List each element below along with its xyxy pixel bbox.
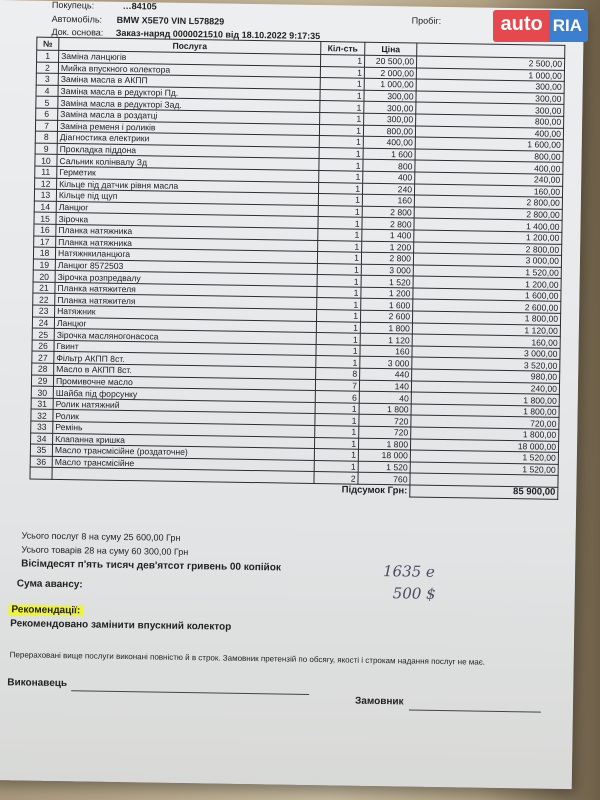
row-qty: 1 — [317, 263, 361, 275]
col-price-header: Ціна — [365, 42, 417, 56]
row-sum: 980,00 — [412, 369, 560, 383]
total-value: 85 900,00 — [410, 485, 558, 499]
row-qty: 8 — [316, 368, 360, 380]
row-price: 1 600 — [361, 299, 413, 311]
row-sum: 160,00 — [414, 184, 562, 198]
handwritten-note-2: 500 $ — [392, 584, 436, 603]
row-number: 17 — [34, 236, 56, 248]
row-price: 1 800 — [358, 438, 410, 450]
handwritten-note-1: 1635 е — [382, 562, 436, 581]
row-number: 25 — [32, 328, 54, 340]
row-number: 1 — [37, 50, 59, 62]
disclaimer-text: Перераховані вище послуги виконані повністю й в строк. Замовник претензій по обсягу, якості і строкам надання послуг не має. — [9, 650, 486, 667]
car-value: BMW X5E70 VIN L578829 — [116, 14, 225, 27]
row-qty: 6 — [315, 391, 359, 403]
row-number: 34 — [31, 433, 53, 445]
row-price: 1 000,00 — [364, 78, 416, 90]
row-qty: 1 — [318, 240, 362, 252]
car-label: Автомобіль: — [51, 13, 103, 25]
row-qty: 1 — [317, 275, 361, 287]
row-sum: 2 800,00 — [414, 207, 562, 221]
row-number: 32 — [31, 409, 53, 421]
services-summary: Усього послуг 8 на суму 25 600,00 Грн — [21, 530, 181, 543]
row-number: 29 — [31, 375, 53, 387]
row-qty: 1 — [318, 194, 362, 206]
car-row — [52, 14, 225, 27]
row-qty: 1 — [316, 333, 360, 345]
services-table — [29, 37, 565, 500]
row-service: Шайба під форсунку — [53, 387, 315, 403]
autoria-watermark-logo — [493, 10, 589, 42]
row-sum: 1 520,00 — [413, 265, 561, 279]
row-price: 300,00 — [364, 113, 416, 125]
row-sum: 18 000,00 — [410, 439, 558, 453]
row-service: Мийка впускного колектора — [58, 62, 320, 78]
row-price: 300,00 — [364, 90, 416, 102]
row-number: 4 — [36, 85, 58, 97]
row-sum: 1 200,00 — [413, 276, 561, 290]
row-sum: 800,00 — [416, 114, 564, 128]
row-service: Масло трансмісійне — [52, 456, 314, 472]
row-qty: 1 — [318, 228, 362, 240]
doc-value: Заказ-наряд 0000021510 від 18.10.2022 9:17:35 — [115, 27, 321, 42]
row-qty: 1 — [317, 252, 361, 264]
row-number: 12 — [35, 178, 57, 190]
buyer-row — [52, 0, 157, 11]
row-number: 23 — [33, 305, 55, 317]
customer-signature-line — [409, 710, 541, 713]
row-service: Заміна ременя і роликів — [57, 120, 319, 136]
row-qty: 1 — [317, 286, 361, 298]
row-service: Планка натяжителя — [55, 294, 317, 310]
row-service: Зірочка — [56, 213, 318, 229]
executor-label: Виконавець — [7, 677, 68, 690]
row-service: Заміна масла в редукторі Зад. — [58, 97, 320, 113]
row-price: 1 400 — [362, 229, 414, 241]
row-qty: 1 — [314, 449, 358, 461]
buyer-value: …84105 — [122, 0, 157, 12]
row-sum: 1 520,00 — [410, 450, 558, 464]
row-service: Планка натяжника — [56, 236, 318, 252]
row-service: Зірочка масляногонасоса — [54, 329, 316, 345]
executor-signature-line — [71, 690, 309, 695]
recommendations-label — [8, 604, 83, 616]
row-qty: 1 — [318, 205, 362, 217]
row-number: 16 — [34, 224, 56, 236]
col-service-header: Послуга — [59, 37, 321, 54]
row-price: 3 000 — [361, 264, 413, 276]
row-sum: 1 800,00 — [412, 311, 560, 325]
row-qty: 1 — [314, 437, 358, 449]
buyer-label: Покупець: — [51, 0, 95, 11]
row-number: 30 — [31, 386, 53, 398]
row-number: 11 — [35, 166, 57, 178]
row-qty: 1 — [314, 460, 358, 472]
row-sum: 240,00 — [415, 172, 563, 186]
row-sum: 400,00 — [415, 126, 563, 140]
row-service: Планка натяжника — [56, 224, 318, 240]
recommendation-text: Рекомендовано замінити впускний колектор — [10, 618, 232, 633]
row-number: 22 — [33, 294, 55, 306]
row-service: Діагностика електрики — [57, 132, 319, 148]
row-service: Герметик — [57, 166, 319, 182]
row-service: Заміна масла в АКПП — [58, 74, 320, 90]
row-number: 10 — [35, 154, 57, 166]
row-price: 20 500,00 — [364, 55, 416, 67]
row-sum: 2 600,00 — [413, 299, 561, 313]
amount-in-words: Вісімдесят п'ять тисяч дев'ятсот гривень 00 копійок — [21, 558, 281, 574]
row-sum: 2 800,00 — [414, 242, 562, 256]
row-price: 1 120 — [360, 333, 412, 345]
row-qty: 1 — [319, 159, 363, 171]
row-service: Зірочка розпредвалу — [55, 271, 317, 287]
table-body — [30, 50, 565, 487]
row-price: 240 — [362, 183, 414, 195]
row-qty: 2 — [314, 472, 358, 484]
row-number: 26 — [32, 340, 54, 352]
row-qty: 1 — [320, 89, 364, 101]
row-qty: 1 — [316, 356, 360, 368]
row-number: 8 — [35, 131, 57, 143]
row-price: 2 000,00 — [364, 67, 416, 79]
row-service: Натяжнкиланцюга — [55, 247, 317, 263]
row-price: 3 000 — [360, 357, 412, 369]
row-qty: 1 — [316, 310, 360, 322]
row-service: Масло в АКПП 8ст. — [54, 363, 316, 379]
row-service: Гвинт — [54, 340, 316, 356]
row-sum: 1 600,00 — [415, 137, 563, 151]
row-service: Масло трансмісійне (роздаточне) — [52, 445, 314, 461]
row-qty: 7 — [315, 379, 359, 391]
row-qty: 1 — [318, 217, 362, 229]
row-number: 5 — [36, 96, 58, 108]
row-qty: 1 — [318, 182, 362, 194]
row-number: 3 — [36, 73, 58, 85]
row-sum: 800,00 — [415, 149, 563, 163]
row-price: 160 — [362, 194, 414, 206]
row-service: Кільце під датчик рівня масла — [57, 178, 319, 194]
advance-label: Сума авансу: — [16, 578, 83, 591]
row-price: 1 200 — [362, 241, 414, 253]
row-service: Ланцюг 8572503 — [55, 259, 317, 275]
row-number: 33 — [31, 421, 53, 433]
row-number: 21 — [33, 282, 55, 294]
row-price: 1 520 — [358, 461, 410, 473]
row-service: Прокладка піддона — [57, 143, 319, 159]
row-sum: 1 120,00 — [412, 323, 560, 337]
row-price: 2 800 — [362, 218, 414, 230]
row-qty: 1 — [319, 147, 363, 159]
row-price: 1 520 — [361, 275, 413, 287]
row-sum: 1 800,00 — [411, 404, 559, 418]
row-price: 140 — [359, 380, 411, 392]
row-price: 1 200 — [361, 287, 413, 299]
row-sum: 3 000,00 — [413, 253, 561, 267]
row-price: 2 800 — [362, 206, 414, 218]
row-sum: 1 800,00 — [411, 427, 559, 441]
row-service: Ремінь — [53, 421, 315, 437]
row-sum: 3 000,00 — [412, 346, 560, 360]
row-price: 1 600 — [363, 148, 415, 160]
row-number: 19 — [33, 259, 55, 271]
row-sum: 300,00 — [416, 102, 564, 116]
row-number: 9 — [35, 143, 57, 155]
row-number: 27 — [32, 351, 54, 363]
row-number: 35 — [30, 444, 52, 456]
row-number — [30, 467, 52, 479]
row-number: 28 — [32, 363, 54, 375]
row-price: 40 — [359, 391, 411, 403]
row-number: 6 — [36, 108, 58, 120]
col-no-header: № — [37, 37, 59, 50]
row-number: 20 — [33, 270, 55, 282]
row-service: Ланцюг — [54, 317, 316, 333]
row-price: 760 — [358, 473, 410, 485]
row-qty: 1 — [316, 344, 360, 356]
goods-summary: Усього товарів 28 на суму 60 300,00 Грн — [21, 544, 189, 558]
watermark-ria-text: RIA — [552, 16, 582, 35]
row-sum: 720,00 — [411, 415, 559, 429]
row-price: 1 800 — [360, 322, 412, 334]
row-service: Заміна масла в роздатці — [58, 108, 320, 124]
row-price: 720 — [359, 415, 411, 427]
row-service: Натяжник — [55, 305, 317, 321]
row-number: 24 — [32, 317, 54, 329]
row-service: Клапанна кришка — [53, 433, 315, 449]
row-qty: 1 — [320, 101, 364, 113]
row-qty: 1 — [320, 78, 364, 90]
recommendations-heading: Рекомендації: — [8, 604, 83, 616]
row-sum: 2 800,00 — [414, 195, 562, 209]
row-price: 1 800 — [359, 403, 411, 415]
row-sum: 400,00 — [415, 160, 563, 174]
row-qty: 1 — [316, 321, 360, 333]
row-service: Ролик натяжний — [53, 398, 315, 414]
total-label: Підсумок Грн: — [341, 483, 408, 496]
row-number: 36 — [30, 456, 52, 468]
row-sum: 300,00 — [416, 79, 564, 93]
row-sum: 160,00 — [412, 334, 560, 348]
row-price: 800 — [363, 160, 415, 172]
row-number: 13 — [34, 189, 56, 201]
customer-label: Замовник — [354, 695, 404, 708]
row-number: 31 — [31, 398, 53, 410]
row-price: 720 — [359, 426, 411, 438]
row-sum: 1 000,00 — [416, 68, 564, 82]
row-qty: 1 — [319, 136, 363, 148]
doc-label: Док. основа: — [51, 26, 104, 38]
row-sum: 300,00 — [416, 91, 564, 105]
row-number: 2 — [36, 62, 58, 74]
row-qty: 1 — [319, 170, 363, 182]
row-service: Ролик — [53, 410, 315, 426]
row-price: 18 000 — [358, 449, 410, 461]
row-number: 15 — [34, 212, 56, 224]
row-number: 14 — [34, 201, 56, 213]
row-service: Кільце під щуп — [56, 190, 318, 206]
row-qty: 1 — [320, 66, 364, 78]
row-sum: 1 200,00 — [414, 230, 562, 244]
row-qty: 1 — [315, 425, 359, 437]
row-sum: 1 600,00 — [413, 288, 561, 302]
row-sum: 2 500,00 — [416, 56, 564, 70]
row-service: Планка натяжителя — [55, 282, 317, 298]
row-service: Сальник колінвалу Зд — [57, 155, 319, 171]
row-service: Промивочне масло — [53, 375, 315, 391]
row-price: 800,00 — [363, 125, 415, 137]
row-qty: 1 — [315, 402, 359, 414]
col-qty-header: Кіл-сть — [321, 42, 365, 56]
row-price: 160 — [360, 345, 412, 357]
row-sum: 1 400,00 — [414, 218, 562, 232]
row-qty: 1 — [321, 55, 365, 67]
watermark-auto: auto — [493, 10, 549, 42]
row-qty: 1 — [315, 414, 359, 426]
row-price: 400 — [363, 171, 415, 183]
row-price: 2 800 — [361, 252, 413, 264]
row-price: 2 600 — [360, 310, 412, 322]
row-qty: 1 — [317, 298, 361, 310]
row-number: 18 — [33, 247, 55, 259]
mileage-label: Пробіг: — [411, 15, 442, 26]
row-sum: 3 520,00 — [412, 357, 560, 371]
row-price: 440 — [360, 368, 412, 380]
row-sum: 1 800,00 — [411, 392, 559, 406]
row-qty: 1 — [320, 113, 364, 125]
row-price: 400,00 — [363, 136, 415, 148]
row-number: 7 — [35, 120, 57, 132]
row-service: Ланцюг — [56, 201, 318, 217]
watermark-ria — [549, 10, 588, 42]
row-service: Заміна ланцюгів — [59, 50, 321, 66]
row-sum: 1 520,00 — [410, 462, 558, 476]
row-service: Фільтр АКПП 8ст. — [54, 352, 316, 368]
row-sum: 240,00 — [411, 381, 559, 395]
row-service: Заміна масла в редукторі Пд. — [58, 85, 320, 101]
row-price: 300,00 — [364, 102, 416, 114]
row-qty: 1 — [319, 124, 363, 136]
